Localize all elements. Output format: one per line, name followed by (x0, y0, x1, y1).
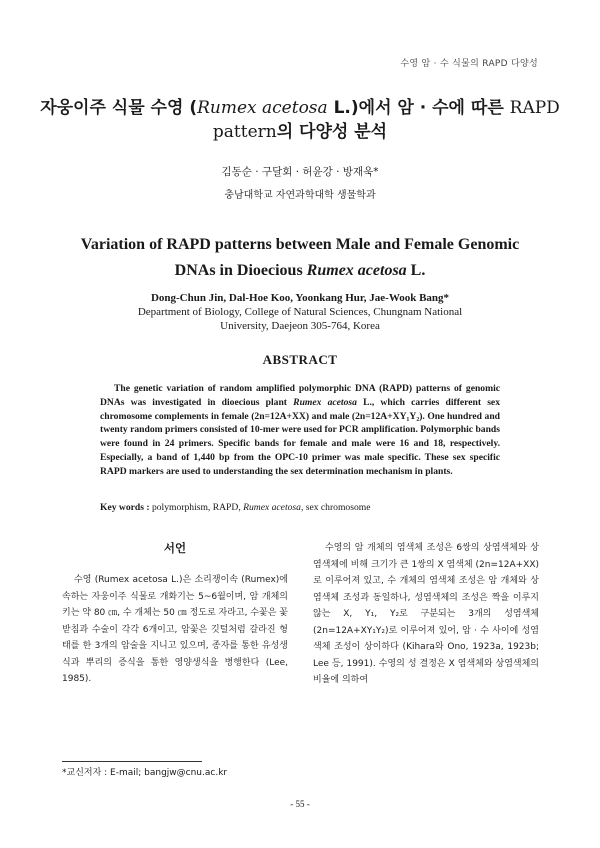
korean-title-part2: L.)에서 암 · 수에 따른 (327, 98, 510, 118)
corresponding-author-footnote: *교신저자 : E-mail; bangjw@cnu.ac.kr (62, 768, 228, 778)
running-head: 수영 암 · 수 식물의 RAPD 다양성 (400, 59, 538, 69)
right-column (313, 540, 539, 689)
keywords-text-b: , sex chromosome (300, 502, 371, 513)
korean-title (40, 96, 560, 144)
korean-title-line2: 의 다양성 분석 (276, 122, 388, 142)
abstract-text-a: The genetic variation of random amplified polymorphic DNA (RAPD) patterns of genomic DNAs was investigated in dioecious plant (100, 383, 500, 408)
english-affiliation-line1: Department of Biology, College of Natural Sciences, Chungnam National (137, 306, 463, 318)
korean-affiliation: 충남대학교 자연과학대학 생물학과 (224, 190, 376, 201)
english-title-line2a: DNAs in Dioecious (174, 262, 307, 279)
abstract-heading: ABSTRACT (262, 352, 338, 367)
keywords-text-a: polymorphism, RAPD, (149, 502, 244, 513)
english-title-species: Rumex acetosa (306, 262, 407, 279)
korean-title-pattern: pattern (212, 122, 277, 142)
section-heading-intro: 서언 (163, 541, 187, 555)
keywords-label: Key words : (100, 502, 150, 513)
english-title (30, 232, 570, 284)
korean-title-part1: 자웅이주 식물 수영 ( (40, 98, 198, 118)
english-affiliation (0, 305, 600, 333)
korean-title-species: Rumex acetosa (197, 98, 328, 118)
korean-title-rapd: RAPD (509, 98, 560, 118)
abstract-text-b: L., which carries different sex chromosome complements in female (2n=12A+XX) and male (2n=12A+XY₁Y₂). One hundred and twenty random primers consisted of 10-mer were used for PCR amplification. Polymorphic bands were found in 24 primers. Specific bands for female and male were 16 and 18, respectively. Especially, a band of 1,440 bp from the OPC-10 primer was male specific. These sex specific RAPD markers are used to understanding the sex determination mechanism in plants. (100, 396, 500, 477)
korean-authors: 김동순 · 구달회 · 허윤강 · 방재욱* (221, 166, 379, 178)
left-column (62, 540, 288, 688)
english-authors: Dong-Chun Jin, Dal-Hoe Koo, Yoonkang Hur, Jae-Wook Bang* (150, 292, 450, 304)
abstract-body (100, 382, 500, 479)
english-affiliation-line2: University, Daejeon 305-764, Korea (220, 320, 380, 332)
keywords-species: Rumex acetosa (243, 502, 301, 513)
intro-paragraph-left: 수영 (Rumex acetosa L.)은 소리쟁이속 (Rumex)에 속하는 자웅이주 식물로 개화기는 5~6월이며, 암 개체의 키는 약 80 ㎝, 수 개체는 50 ㎝ 정도로 자라고, 수꽃은 꽃받침과 수술이 각각 6개이고, 암꽃은 깃털처럼 갈라진 형태를 한 3개의 암술을 지니고 있으며, 종자를 통한 유성생식과 뿌리의 증식을 통한 영양생식을 병행한다 (Lee, 1985). (62, 575, 288, 684)
english-title-line2b: L. (406, 262, 426, 279)
english-title-line1: Variation of RAPD patterns between Male and Female Genomic (80, 236, 520, 253)
abstract-species: Rumex acetosa (293, 396, 357, 408)
page-number: - 55 - (290, 799, 310, 809)
keywords (100, 502, 500, 513)
footnote-divider (62, 761, 202, 762)
intro-paragraph-right: 수영의 암 개체의 염색체 조성은 6쌍의 상염색체와 상염색체에 비해 크기가 큰 1쌍의 X 염색체 (2n=12A+XX)로 이루어져 있고, 수 개체의 염색체 조성은 암 개체와 상염색체 조성과 동일하나, 성염색체의 조성은 짝을 이루지 않는 X, Y₁, Y₂로 구분되는 3개의 성염색체 (2n=12A+XY₁Y₂)로 이루어져 있어, 암 · 수 사이에 성염색체 조성이 상이하다 (Kihara와 Ono, 1923a, 1923b; Lee 등, 1991). 수영의 성 결정은 X 염색체와 상염색체의 비율에 의하여 (313, 543, 539, 685)
